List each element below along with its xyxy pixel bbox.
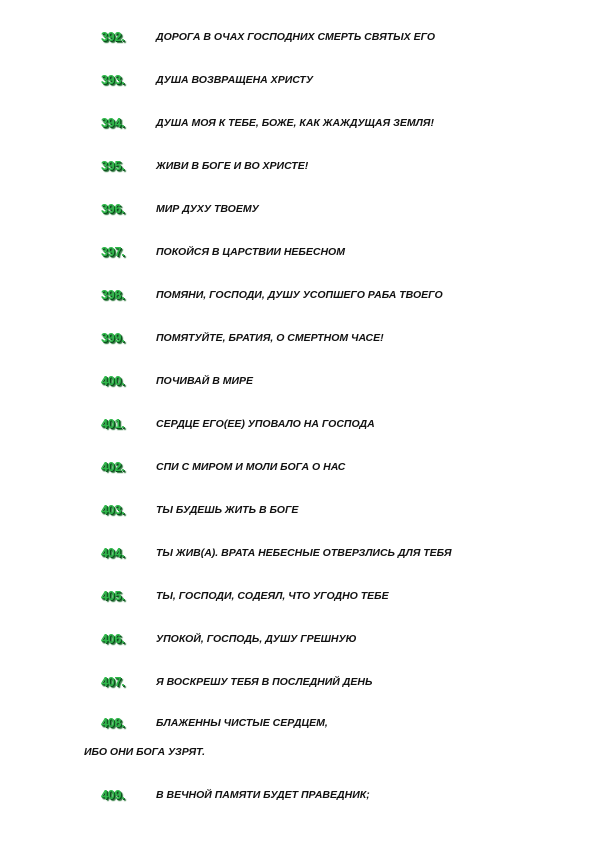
item-text: ПОМЯТУЙТЕ, БРАТИЯ, О СМЕРТНОМ ЧАСЕ! [156, 332, 384, 344]
item-text: ДОРОГА В ОЧАХ ГОСПОДНИХ СМЕРТЬ СВЯТЫХ ЕГО [156, 31, 436, 43]
list-item [0, 503, 595, 519]
item-number: 398. [101, 288, 125, 302]
list-item [0, 73, 595, 89]
item-text: Я ВОСКРЕШУ ТЕБЯ В ПОСЛЕДНИЙ ДЕНЬ [156, 676, 373, 688]
item-number: 397. [101, 245, 125, 259]
item-number: 394. [101, 116, 125, 130]
item-text: ПОМЯНИ, ГОСПОДИ, ДУШУ УСОПШЕГО РАБА ТВОЕГО [156, 289, 443, 301]
item-number: 392. [101, 30, 125, 44]
item-text: БЛАЖЕННЫ ЧИСТЫЕ СЕРДЦЕМ, [156, 717, 328, 729]
item-text: ТЫ, ГОСПОДИ, СОДЕЯЛ, ЧТО УГОДНО ТЕБЕ [156, 590, 389, 602]
item-text: СПИ С МИРОМ И МОЛИ БОГА О НАС [156, 461, 346, 473]
item-number: 405. [101, 589, 125, 603]
item-text: ТЫ ЖИВ(А). ВРАТА НЕБЕСНЫЕ ОТВЕРЗЛИСЬ ДЛЯ ТЕБЯ [156, 547, 452, 559]
item-number: 404. [101, 546, 125, 560]
item-number: 401. [101, 417, 125, 431]
list-item [0, 632, 595, 648]
item-text: ДУША МОЯ К ТЕБЕ, БОЖЕ, КАК ЖАЖДУЩАЯ ЗЕМЛЯ! [156, 117, 434, 129]
list-item [0, 460, 595, 476]
list-item [0, 589, 595, 605]
item-text: ЖИВИ В БОГЕ И ВО ХРИСТЕ! [156, 160, 309, 172]
item-text-continuation: ИБО ОНИ БОГА УЗРЯТ. [84, 746, 206, 758]
item-number: 399. [101, 331, 125, 345]
item-number: 403. [101, 503, 125, 517]
list-item [0, 245, 595, 261]
list-item [0, 788, 595, 804]
item-number: 408. [101, 716, 125, 730]
item-text: ПОКОЙСЯ В ЦАРСТВИИ НЕБЕСНОМ [156, 246, 345, 258]
list-item [0, 116, 595, 132]
item-number: 395. [101, 159, 125, 173]
list-item [0, 675, 595, 691]
list-item [0, 202, 595, 218]
list-item [0, 331, 595, 347]
item-text: ПОЧИВАЙ В МИРЕ [156, 375, 254, 387]
item-number: 400. [101, 374, 125, 388]
list-item [0, 374, 595, 390]
item-text: ДУША ВОЗВРАЩЕНА ХРИСТУ [156, 74, 313, 86]
list-item [0, 288, 595, 304]
item-number: 396. [101, 202, 125, 216]
item-number: 409. [101, 788, 125, 802]
item-text: ТЫ БУДЕШЬ ЖИТЬ В БОГЕ [156, 504, 299, 516]
list-item [0, 417, 595, 433]
item-text: В ВЕЧНОЙ ПАМЯТИ БУДЕТ ПРАВЕДНИК; [156, 789, 370, 801]
item-number: 393. [101, 73, 125, 87]
list-item [0, 159, 595, 175]
item-number: 402. [101, 460, 125, 474]
list-item [0, 716, 595, 732]
list-item [0, 30, 595, 46]
list-item [0, 546, 595, 562]
item-text: СЕРДЦЕ ЕГО(ЕЕ) УПОВАЛО НА ГОСПОДА [156, 418, 375, 430]
item-text: МИР ДУХУ ТВОЕМУ [156, 203, 259, 215]
item-text: УПОКОЙ, ГОСПОДЬ, ДУШУ ГРЕШНУЮ [156, 633, 357, 645]
item-number: 407. [101, 675, 125, 689]
item-number: 406. [101, 632, 125, 646]
